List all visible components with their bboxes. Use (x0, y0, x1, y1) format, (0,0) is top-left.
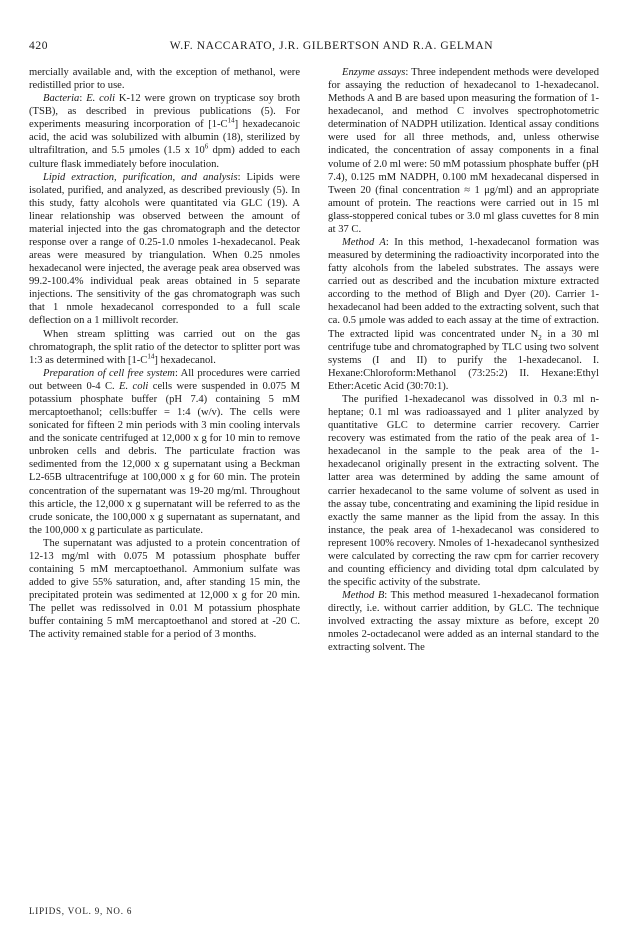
text-run: mercially available and, with the exception of methanol, were redistilled prior to use. (29, 67, 300, 92)
text-run: : All procedures were carried out between 0-4 C. (29, 367, 300, 392)
text-run: : This method measured 1-hexadecanol formation directly, i.e. without carrier addition, by GLC. The technique involved extracting the assay mixture as before, except 20 nmoles 2-octadecanol were added as an internal standard to the extracting solvent. The (328, 590, 599, 654)
italic-text-run: E. coli (119, 380, 149, 392)
text-run: K-12 were grown on trypticase soy broth (TSB), as described in previous publications (5). For experiments measuring incorporation of [1-C (29, 93, 300, 131)
paragraph (328, 393, 599, 589)
italic-text-run: Enzyme assays (342, 67, 406, 78)
paragraph (328, 589, 599, 654)
superscript: 14 (147, 352, 155, 361)
right-text-column (328, 66, 599, 655)
paragraph (29, 171, 300, 328)
superscript: 14 (227, 116, 235, 125)
paragraph (29, 367, 300, 537)
paragraph (328, 66, 599, 236)
text-run: ] hexadecanoic acid, the acid was solubilized with albumin (18), sterilized by ultrafiltration, and 5.5 μmoles (1.5 x 10 (29, 119, 300, 157)
paragraph (29, 66, 300, 92)
text-run: The supernatant was adjusted to a protein concentration of 12-13 mg/ml with 0.075 M potassium phosphate buffer containing 5 mM mercaptoethanol. Ammonium sulfate was added to give 55% saturation, and, after standing 15 min, the precipitated protein was sedimented at 12,000 x g for 20 min. The pellet was redissolved in 0.01 M potassium phosphate buffer containing 5 mM mercaptoethanol and stored at -20 C. The activity remained stable for a period of 3 months. (29, 537, 300, 641)
paragraph (328, 236, 599, 393)
text-run: in a 30 ml centrifuge tube and chromatographed by TLC using two solvent systems (I and II) to purify the 1-hexadecanol. I. Hexane:Chloroform:Methanol (73:25:2) II. Hexane:Ethyl Ether:Acetic Acid (30:70:1). (328, 328, 599, 392)
text-run: ] hexadecanol. (154, 354, 216, 366)
text-run: dpm) added to each culture flask immediately before inoculation. (29, 145, 301, 170)
paragraph (29, 328, 300, 367)
running-header (29, 40, 604, 56)
left-text-column (29, 66, 300, 641)
paragraph (29, 537, 300, 642)
text-run: : Three independent methods were developed for assaying the reduction of hexadecanol to 1-hexadecanol. Methods A and B are based upon measuring the formation of 1-hexadecanol, and method C involves spectrophotometric determination of NADPH utilization. Identical assay conditions were used for all three methods, and, unless otherwise indicated, the concentration of assay components in a final volume of 2.0 ml were: 50 mM potassium phosphate buffer (pH 7.4), 0.125 mM NADPH, 0.100 mM hexadecanal dispersed in Tween 20 (final concentration ≈ 1 μg/ml) and an appropriate amount of protein. The reactions were carried out in 15 ml glass-stoppered conical tubes or 3.0 ml glass cuvettes for 8 min at 37 C. (328, 67, 599, 235)
italic-text-run: E. coli (86, 93, 115, 105)
italic-text-run: Method A (342, 237, 386, 249)
paragraph (29, 92, 300, 170)
text-run: : (79, 93, 87, 105)
page-number: 420 (29, 40, 49, 52)
subscript: 2 (538, 333, 542, 342)
italic-text-run: Bacteria (43, 93, 80, 105)
italic-text-run: Preparation of cell free system (43, 367, 175, 379)
text-run: cells were suspended in 0.075 M potassium phosphate buffer (pH 7.4) containing 5 mM mercaptoethanol; cells:buffer = 1:4 (w/v). The cells were sonicated for fifteen 2 min periods with 3 min cooling intervals and the sonicate centrifuged at 12,000 x g for 10 min to remove unbroken cells and debris. The particulate fraction was sedimented from the 12,000 x g supernatant using a Beckman L2-65B ultracentrifuge at 100,000 x g for 60 min. The protein concentration of the supernatant was 19-20 mg/ml. Throughout this article, the 12,000 x g supernatant will be referred to as the crude sonicate, the 100,000 x g supernatant as supernatant, and the 100,000 x g particulate as particulate. (29, 380, 300, 536)
text-run: : In this method, 1-hexadecanol formation was measured by determining the radioactivity incorporated into the fatty alcohols from the labeled substrates. The assays were carried out as described and the incubation mixture extracted according to the method of Bligh and Dyer (20). Carrier 1-hexadecanol had been added to the extracting solvent, such that ca. 0.5 μmole was added to each assay at the time of extraction. The extracted lipid was concentrated under N (328, 237, 599, 340)
journal-footer: LIPIDS, VOL. 9, NO. 6 (29, 906, 133, 916)
italic-text-run: Method B (342, 590, 385, 602)
italic-text-run: Lipid extraction, purification, and analysis (43, 171, 238, 183)
text-run: : Lipids were isolated, purified, and analyzed, as described previously (5). In this study, fatty alcohols were quantitated via GLC (19). A linear relationship was observed between the amount of material injected into the gas chromatograph and the detector response over a range of 0.25-1.0 nmoles 1-hexadecanol. Peak areas were measured by triangulation. When 0.25 nmoles hexadecanol were injected, the average peak area observed was 99.2-100.4% individual peak areas obtained in 5 separate injections. The sensitivity of the gas chromatograph was such that 1 nmole hexadecanol corresponded to a full scale deflection on a 1 millivolt recorder. (29, 171, 300, 327)
running-head-authors: W.F. NACCARATO, J.R. GILBERTSON AND R.A. GELMAN (169, 40, 494, 52)
text-run: The purified 1-hexadecanol was dissolved in 0.3 ml n-heptane; 0.1 ml was radioassayed and 1 μliter analyzed by quantitative GLC to determine carrier recovery. Carrier recovery was estimated from the ratio of the peak area of 1-hexadecanol in the sample to the peak area of the 1-hexadecanol originally present in the extracting solvent. The latter area was determined by adding the same amount of carrier hexadecanol to the same volume of solvent as used in the assay tube, concentrating and examining the lipid residue in exactly the same manner as the lipid from the assay. In this instance, the peak area of 1-hexadecanol was considered to represent 100% recovery. Nmoles of 1-hexadecanol synthesized were calculated by correcting the raw cpm for carrier recovery and counting efficiency and dividing total dpm calculated by the specific activity of the substrate. (328, 393, 599, 589)
superscript: 6 (204, 142, 209, 151)
text-run: When stream splitting was carried out on the gas chromatograph, the split ratio of the detector to splitter port was 1:3 as determined with [1-C (29, 328, 300, 366)
